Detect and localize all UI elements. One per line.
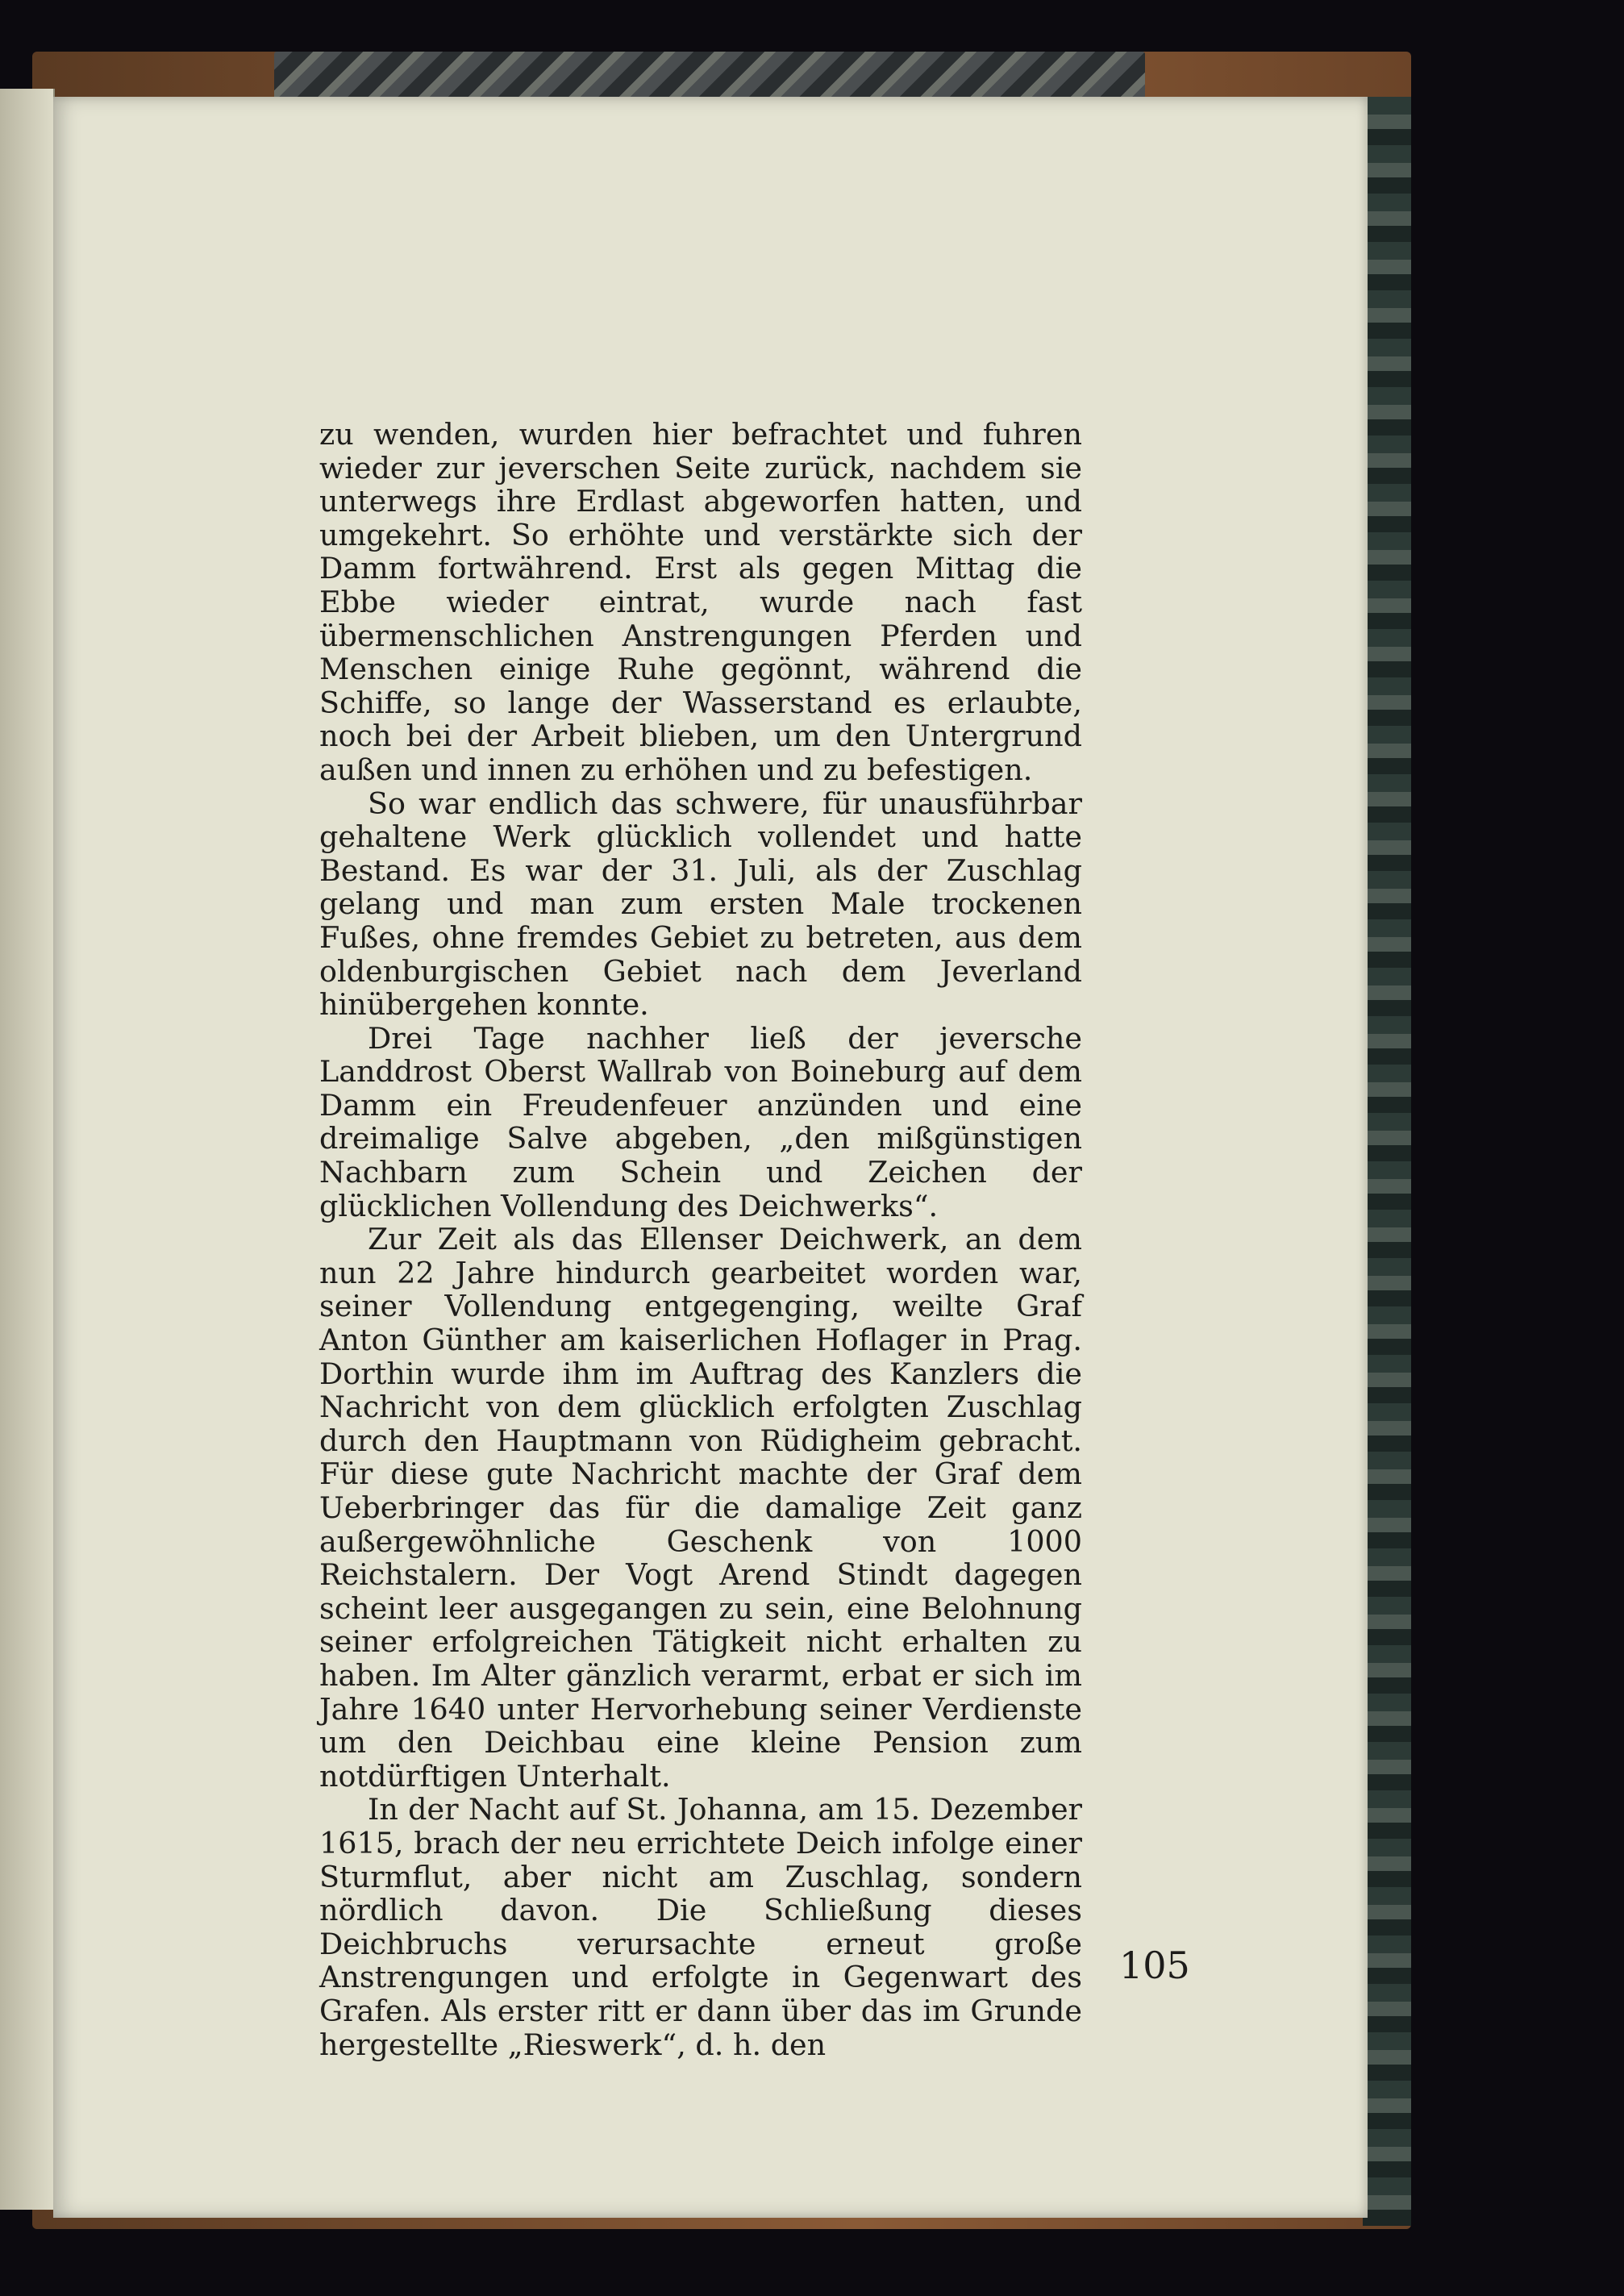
left-page-edge: [0, 89, 55, 2210]
paragraph-2: So war endlich das schwere, für unausführbar gehaltene Werk glücklich vollendet und hatte Bestand. Es war der 31. Juli, als der Zuschlag gelang und man zum ersten Male trockenen Fußes, ohne fremdes Gebiet zu betreten, aus dem oldenburgischen Gebiet nach dem Jeverland hinübergehen konnte.: [319, 785, 1082, 1023]
body-text: [319, 418, 1082, 2061]
book-page: [53, 97, 1368, 2218]
paragraph-3: Drei Tage nachher ließ der jeversche Landdrost Oberst Wallrab von Boineburg auf dem Damm ein Freudenfeuer anzünden und eine dreimalige Salve abgeben, „den mißgünstigen Nachbarn zum Schein und Zeichen der glücklichen Vollendung des Deichwerks“.: [319, 1020, 1082, 1223]
paragraph-5: In der Nacht auf St. Johanna, am 15. Dezember 1615, brach der neu errichtete Deich infolge einer Sturmflut, aber nicht am Zuschlag, sondern nördlich davon. Die Schließung dieses Deichbruchs verursachte erneut große Anstrengungen und erfolgte in Gegenwart des Grafen. Als erster ritt er dann über das im Grunde hergestellte „Rieswerk“, d. h. den: [319, 1792, 1082, 2062]
marbled-spine-edge: [1363, 97, 1411, 2226]
marbled-cover-edge: [274, 52, 1145, 100]
paragraph-1: zu wenden, wurden hier befrachtet und fuhren wieder zur jeverschen Seite zurück, nachdem sie unterwegs ihre Erdlast abgeworfen hatten, und umgekehrt. So erhöhte und verstärkte sich der Damm fortwährend. Erst als gegen Mittag die Ebbe wieder eintrat, wurde nach fast übermenschlichen Anstrengungen Pferden und Menschen einige Ruhe gegönnt, während die Schiffe, so lange der Wasserstand es erlaubte, noch bei der Arbeit blieben, um den Untergrund außen und innen zu erhöhen und zu befestigen.: [319, 417, 1082, 787]
page-number: 105: [1119, 1944, 1190, 1987]
paragraph-4: Zur Zeit als das Ellenser Deichwerk, an dem nun 22 Jahre hindurch gearbeitet worden war, seiner Vollendung entgegenging, weilte Graf Anton Günther am kaiserlichen Hoflager in Prag. Dorthin wurde ihm im Auftrag des Kanzlers die Nachricht von dem glücklich erfolgten Zuschlag durch den Hauptmann von Rüdigheim gebracht. Für diese gute Nachricht machte der Graf dem Ueberbringer das für die damalige Zeit ganz außergewöhnliche Geschenk von 1000 Reichstalern. Der Vogt Arend Stindt dagegen scheint leer ausgegangen zu sein, eine Belohnung seiner erfolgreichen Tätigkeit nicht erhalten zu haben. Im Alter gänzlich verarmt, erbat er sich im Jahre 1640 unter Hervorhebung seiner Verdienste um den Deichbau eine kleine Pension zum notdürftigen Unterhalt.: [319, 1222, 1082, 1794]
